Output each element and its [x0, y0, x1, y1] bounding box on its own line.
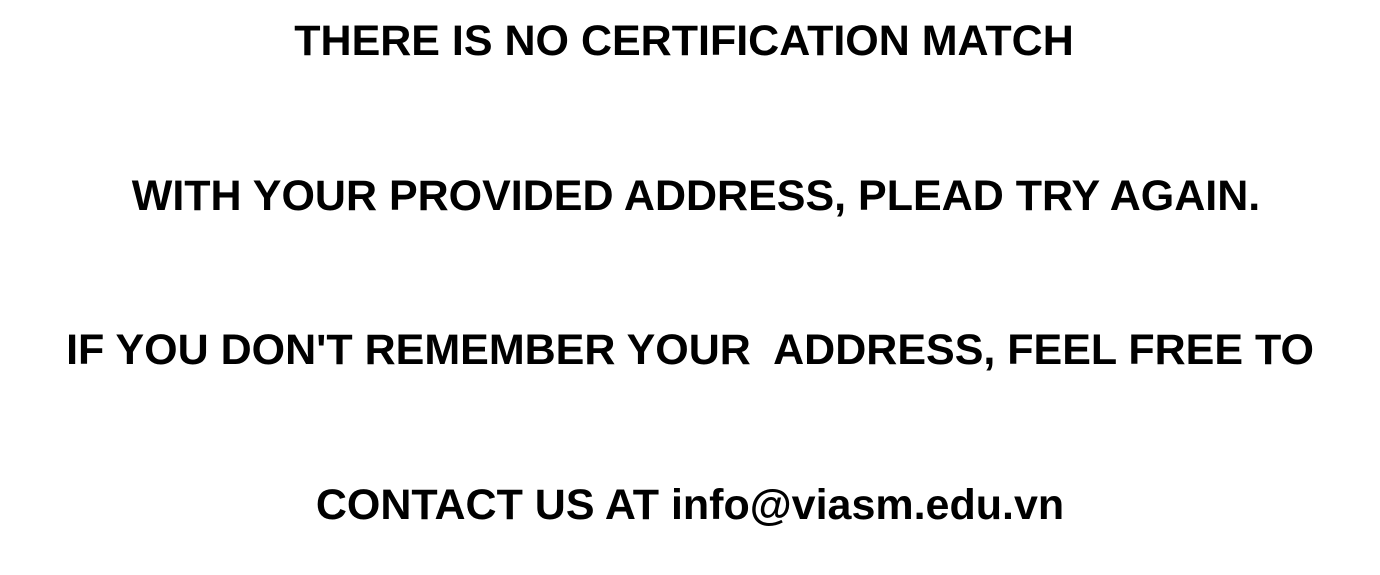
contact-email: info@viasm.edu.vn — [670, 480, 1065, 529]
message-line-1: THERE IS NO CERTIFICATION MATCH — [294, 17, 1086, 65]
message-line-3: IF YOU DON'T REMEMBER YOUR ADDRESS, FEEL FREE TO — [66, 326, 1314, 374]
contact-prefix: CONTACT US AT — [315, 480, 671, 529]
message-line-2: WITH YOUR PROVIDED ADDRESS, PLEAD TRY AGAIN. — [119, 171, 1261, 220]
message-line-4 — [0, 480, 1380, 532]
